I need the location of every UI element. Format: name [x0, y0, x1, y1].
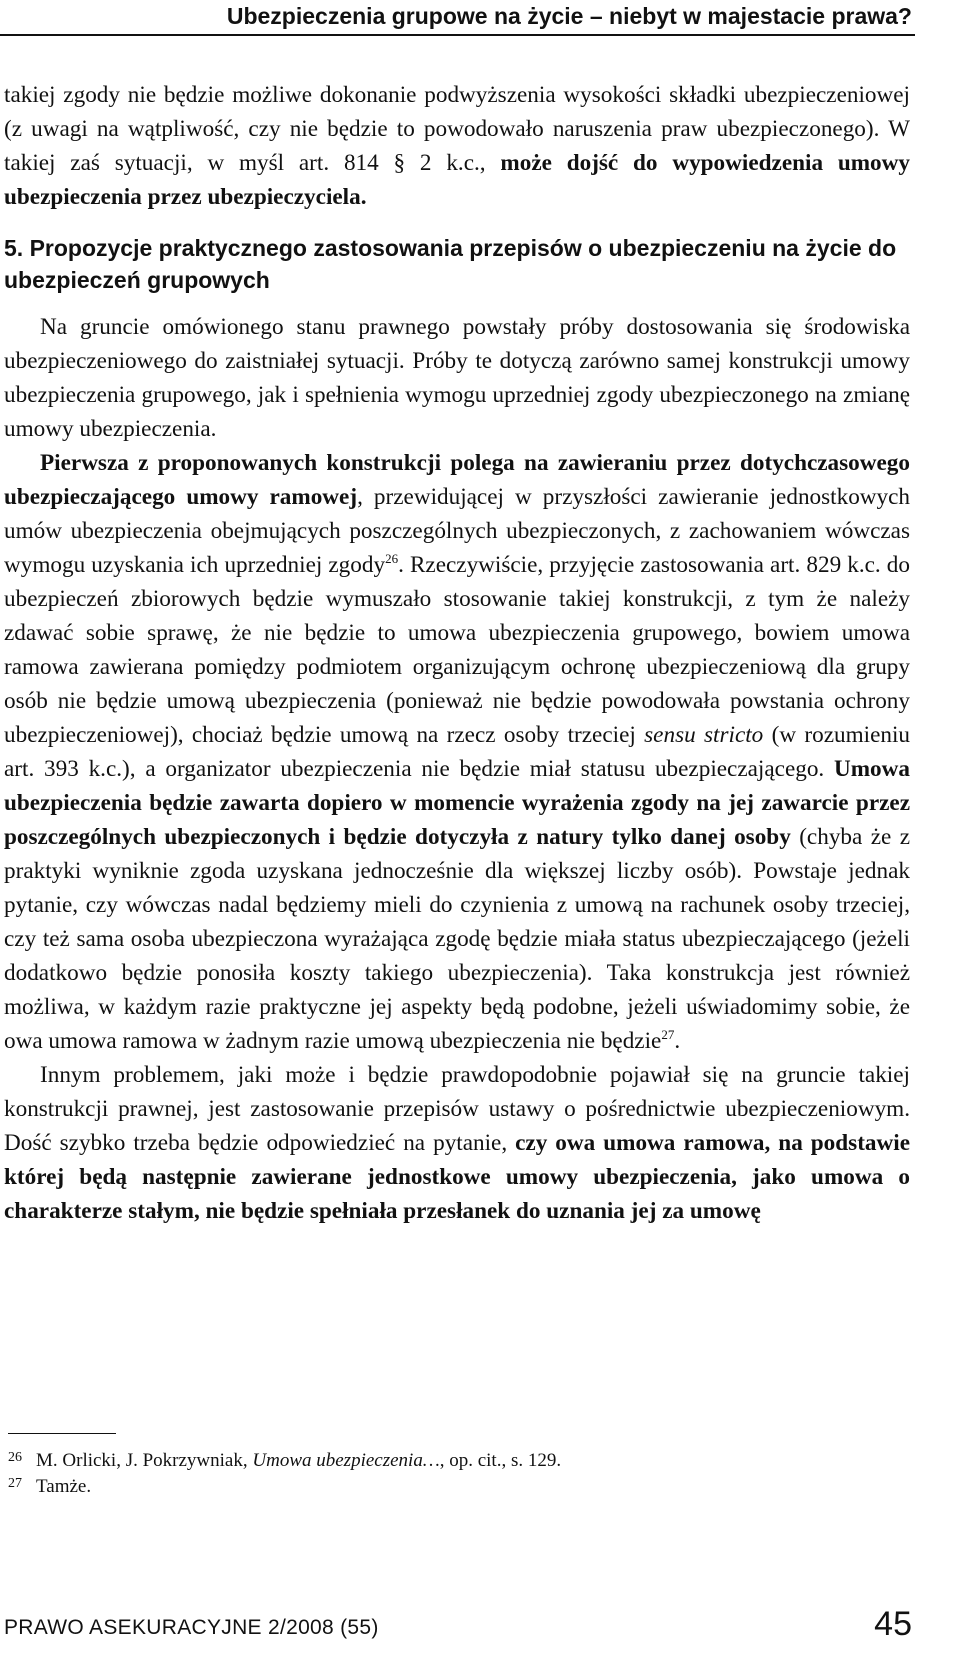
running-header-title: Ubezpieczenia grupowe na życie – niebyt w majestacie prawa?: [226, 3, 912, 29]
footnote-number: 26: [8, 1450, 22, 1465]
paragraph-text: Innym problemem, jaki może i będzie prawdopodobnie pojawiał się na gruncie takiej konstrukcji prawnej, jest zastosowanie przepisów ustawy o pośrednictwie ubezpieczeniowym. Dość szybko trzeba będzie odpowiedzieć na pytanie,: [4, 1062, 910, 1156]
footnote-text: , op. cit., s. 129.: [439, 1450, 562, 1471]
emphasis-text: czy owa umowa ramowa, na podstawie której będą następnie zawierane jednostkowe umowy ubezpieczenia, jako umowa o charakterze stałym, nie będzie spełniała przesłanek do uznania jej za umowę: [4, 1130, 910, 1224]
footnote-text: Tamże.: [36, 1476, 92, 1497]
paragraph-text: (chyba że z praktyki wyniknie zgoda uzyskana jednocześnie dla większej liczby osób). Powstaje jednak pytanie, czy wówczas nadal będziemy mieli do czynienia z umową na rachunek osoby trzeciej, czy też sama osoba ubezpieczona wyrażająca zgodę będzie miała status ubezpieczającego (jeżeli dodatkowo będzie ponosiła koszty takiego ubezpieczenia). Taka konstrukcja jest również możliwa, w każdym razie praktyczne jej aspekty będą podobne, jeżeli uświadomimy sobie, że owa umowa ramowa w żadnym razie umową ubezpieczenia nie będzie: [4, 824, 911, 1054]
paragraph-2: [4, 446, 910, 1058]
footnote-ref[interactable]: 26: [385, 551, 399, 566]
page-number: 45: [874, 1605, 912, 1643]
footnote-number: 27: [8, 1476, 22, 1491]
header-divider: [0, 34, 915, 36]
paragraph-text: . Rzeczywiście, przyjęcie zastosowania art. 829 k.c. do ubezpieczeń zbiorowych będzie wymuszało stosowanie takiej konstrukcji, z tym że należy zdawać sobie sprawę, że nie będzie to umowa ubezpieczenia grupowego, bowiem umowa ramowa zawierana pomiędzy podmiotem organizującym ochronę ubezpieczeniową dla grupy osób nie będzie umową ubezpieczenia (ponieważ nie będzie powodowała powstania ochrony ubezpieczeniowej), chociaż będzie umową na rzecz osoby trzeciej: [4, 552, 910, 748]
italic-term: sensu stricto: [644, 722, 764, 748]
paragraph-text: takiej zgody nie będzie możliwe dokonanie podwyższenia wysokości składki ubezpieczeniowej (z uwagi na wątpliwość, czy nie będzie to powodowało naruszenia praw ubezpieczonego). W takiej zaś sytuacji, w myśl art. 814 § 2 k.c.,: [4, 82, 910, 176]
footnote: [8, 1474, 908, 1500]
footnote: [8, 1448, 908, 1474]
footnotes: [8, 1448, 908, 1500]
paragraph-1: [4, 310, 910, 446]
paragraph-text: , przewidującej w przyszłości zawieranie jednostkowych umów ubezpieczenia obejmujących poszczególnych ubezpieczonych, z zachowaniem wówczas wymogu uzyskania ich uprzedniej zgody: [4, 484, 911, 578]
footnote-ref[interactable]: 27: [661, 1027, 675, 1042]
emphasis-text: Umowa ubezpieczenia będzie zawarta dopiero w momencie wyrażenia zgody na jej zawarcie przez poszczególnych ubezpieczonych i będzie dotyczyła z natury tylko danej osoby: [4, 756, 910, 850]
footnote-title: Umowa ubezpieczenia…: [252, 1450, 440, 1471]
paragraph-text: .: [674, 1028, 681, 1054]
section-heading: 5. Propozycje praktycznego zastosowania przepisów o ubezpieczeniu na życie do ubezpieczeń grupowych: [4, 235, 897, 293]
footnote-divider: [8, 1433, 116, 1434]
footnote-text: M. Orlicki, J. Pokrzywniak,: [36, 1450, 253, 1471]
emphasis-text: Pierwsza z proponowanych konstrukcji polega na zawieraniu przez dotychczasowego ubezpieczającego umowy ramowej: [4, 450, 910, 510]
paragraph-text: Na gruncie omówionego stanu prawnego powstały próby dostosowania się środowiska ubezpieczeniowego do zaistniałej sytuacji. Próby te dotyczą zarówno samej konstrukcji umowy ubezpieczenia grupowego, jak i spełnienia wymogu uprzedniej zgody ubezpieczonego na zmianę umowy ubezpieczenia.: [4, 314, 910, 442]
paragraph-text: (w rozumieniu art. 393 k.c.), a organizator ubezpieczenia nie będzie miał statusu ubezpieczającego.: [4, 722, 910, 782]
emphasis-text: może dojść do wypowiedzenia umowy ubezpieczenia przez ubezpieczyciela.: [4, 150, 910, 210]
paragraph-continued: [4, 78, 910, 214]
paragraph-3: [4, 1058, 910, 1228]
article-body: [4, 78, 910, 1228]
journal-footer: PRAWO ASEKURACYJNE 2/2008 (55): [4, 1616, 379, 1639]
